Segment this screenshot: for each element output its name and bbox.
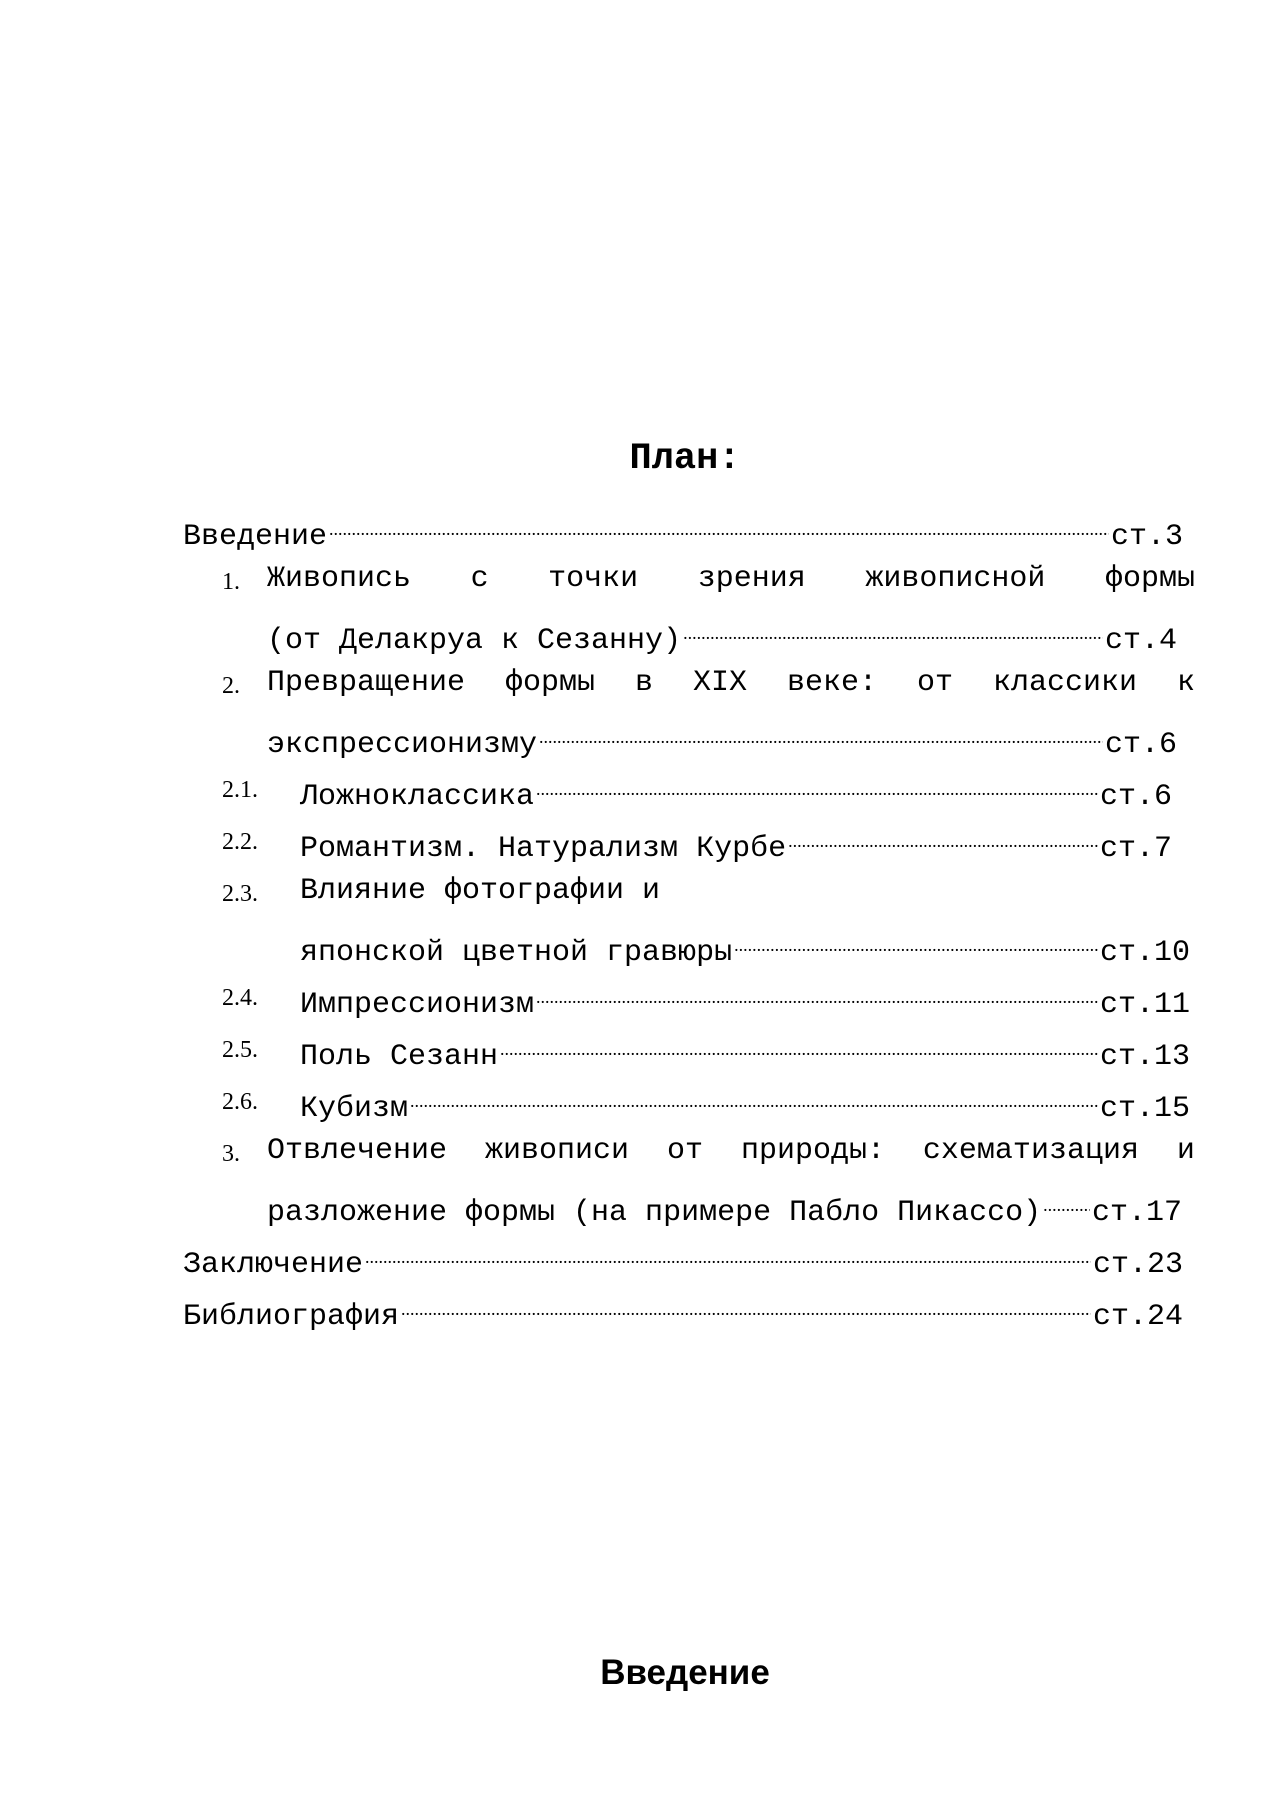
toc-entry-2-3-line1: Влияние фотографии и bbox=[300, 874, 661, 908]
toc-entry-2-3-line2 bbox=[300, 926, 1190, 970]
dot-leader bbox=[1043, 1186, 1090, 1220]
toc-entry-3-line1 bbox=[267, 1134, 1195, 1168]
toc-entry-2-4 bbox=[300, 978, 1190, 1022]
toc-page-number: ст.4 bbox=[1104, 624, 1177, 658]
toc-entry-intro bbox=[183, 510, 1183, 554]
toc-entry-2-1 bbox=[300, 770, 1172, 814]
toc-entry-2-line2 bbox=[267, 718, 1177, 762]
word: от bbox=[666, 1134, 703, 1168]
dot-leader bbox=[788, 822, 1098, 856]
word: формы bbox=[1104, 562, 1195, 596]
section-heading-intro: Введение bbox=[600, 1653, 770, 1692]
dot-leader bbox=[734, 926, 1098, 960]
toc-number: 3. bbox=[222, 1141, 240, 1167]
toc-page-number: ст.3 bbox=[1110, 520, 1183, 554]
word: формы bbox=[505, 666, 596, 700]
dot-leader bbox=[536, 770, 1098, 804]
word: веке: bbox=[786, 666, 877, 700]
toc-entry-2-6 bbox=[300, 1082, 1190, 1126]
toc-number: 1. bbox=[222, 569, 240, 595]
word: живописи bbox=[484, 1134, 630, 1168]
word: к bbox=[1176, 666, 1195, 700]
word: классики bbox=[992, 666, 1137, 700]
word: схематизация bbox=[922, 1134, 1139, 1168]
toc-entry-label: Романтизм. Натурализм Курбе bbox=[300, 832, 787, 866]
toc-page-number: ст.13 bbox=[1099, 1040, 1190, 1074]
dot-leader bbox=[683, 614, 1103, 648]
toc-entry-label: Библиография bbox=[183, 1300, 400, 1334]
toc-entry-label: Введение bbox=[183, 520, 328, 554]
word: Живопись bbox=[267, 562, 412, 596]
toc-entry-2-line1 bbox=[267, 666, 1195, 700]
dot-leader bbox=[410, 1082, 1098, 1116]
toc-entry-label: японской цветной гравюры bbox=[300, 936, 733, 970]
word: XIX bbox=[692, 666, 747, 700]
toc-page-number: ст.6 bbox=[1099, 780, 1172, 814]
dot-leader bbox=[401, 1290, 1091, 1324]
word: Отвлечение bbox=[267, 1134, 448, 1168]
toc-number: 2. bbox=[222, 673, 240, 699]
toc-entry-label: Кубизм bbox=[300, 1092, 409, 1126]
toc-entry-bibliography bbox=[183, 1290, 1183, 1334]
word: природы: bbox=[740, 1134, 885, 1168]
toc-entry-label: (от Делакруа к Сезанну) bbox=[267, 624, 682, 658]
word: зрения bbox=[697, 562, 806, 596]
dot-leader bbox=[539, 718, 1103, 752]
toc-entry-label: Импрессионизм bbox=[300, 988, 535, 1022]
toc-entry-2-2 bbox=[300, 822, 1172, 866]
toc-entry-label: Ложноклассика bbox=[300, 780, 535, 814]
word: Превращение bbox=[267, 666, 466, 700]
word: с bbox=[470, 562, 489, 596]
toc-number: 2.4. bbox=[222, 985, 258, 1011]
dot-leader bbox=[536, 978, 1098, 1012]
page-title: План: bbox=[629, 438, 741, 480]
dot-leader bbox=[500, 1030, 1098, 1064]
word: точки bbox=[548, 562, 639, 596]
toc-number: 2.3. bbox=[222, 881, 258, 907]
toc-page-number: ст.11 bbox=[1099, 988, 1190, 1022]
toc-page-number: ст.15 bbox=[1099, 1092, 1190, 1126]
toc-entry-label: разложение формы (на примере Пабло Пикассо) bbox=[267, 1196, 1042, 1230]
toc-page-number: ст.10 bbox=[1099, 936, 1190, 970]
word: от bbox=[916, 666, 953, 700]
word: и bbox=[1176, 1134, 1195, 1168]
toc-entry-2-5 bbox=[300, 1030, 1190, 1074]
toc-page-number: ст.6 bbox=[1104, 728, 1177, 762]
toc-number: 2.5. bbox=[222, 1037, 258, 1063]
toc-entry-1-line2 bbox=[267, 614, 1177, 658]
toc-number: 2.1. bbox=[222, 777, 258, 803]
toc-entry-conclusion bbox=[183, 1238, 1183, 1282]
toc-entry-label: Поль Сезанн bbox=[300, 1040, 499, 1074]
word: в bbox=[635, 666, 654, 700]
toc-page-number: ст.23 bbox=[1092, 1248, 1183, 1282]
toc-page-number: ст.7 bbox=[1099, 832, 1172, 866]
toc-entry-label: экспрессионизму bbox=[267, 728, 538, 762]
toc-page-number: ст.17 bbox=[1091, 1196, 1182, 1230]
toc-number: 2.2. bbox=[222, 829, 258, 855]
dot-leader bbox=[329, 510, 1109, 544]
toc-number: 2.6. bbox=[222, 1089, 258, 1115]
word: живописной bbox=[865, 562, 1046, 596]
toc-entry-1-line1 bbox=[267, 562, 1195, 596]
toc-entry-label: Заключение bbox=[183, 1248, 364, 1282]
toc-page-number: ст.24 bbox=[1092, 1300, 1183, 1334]
dot-leader bbox=[365, 1238, 1091, 1272]
toc-entry-3-line2 bbox=[267, 1186, 1182, 1230]
